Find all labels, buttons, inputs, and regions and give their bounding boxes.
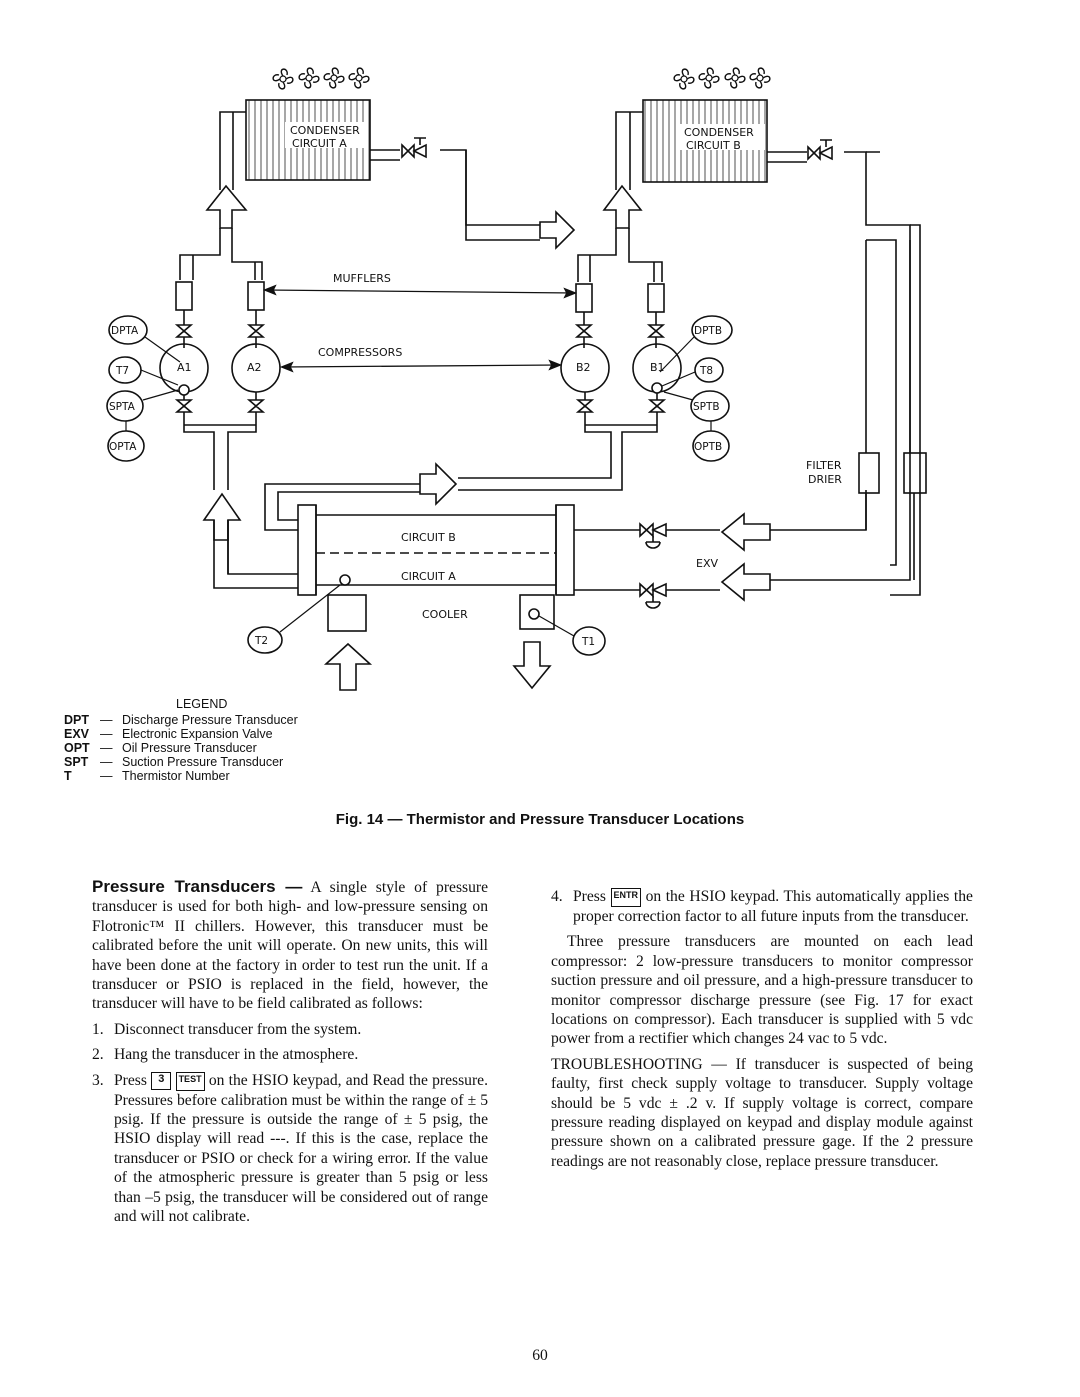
left-column — [92, 877, 488, 1232]
legend-dash: — — [100, 755, 113, 769]
step-press: Press — [114, 1071, 147, 1089]
step-4 — [551, 887, 973, 926]
body-paragraph: Three pressure transducers are mounted on each lead compressor: 2 low-pressure transducers to monitor compressor suction pressure and oil pressure, and a high-pressure transducer to monitor compressor discharge pressure (see Fig. 17 for exact locations on compressor). Each transducer is supplied with 5 vdc power from a rectifier which changes 24 vac to 5 vdc. — [551, 933, 973, 1048]
step-text: Hang the transducer in the atmosphere. — [114, 1046, 359, 1064]
legend-abbr: DPT — [64, 713, 89, 727]
muffler-b2 — [576, 284, 592, 312]
label-sptb: SPTB — [693, 401, 720, 413]
legend-text: Electronic Expansion Valve — [122, 727, 273, 741]
condenser-b-fans — [674, 68, 770, 89]
label-condenser-a-1: CONDENSER — [290, 124, 360, 137]
flow-arrow-up-a — [207, 186, 246, 228]
legend-item — [64, 755, 298, 769]
legend-dash: — — [100, 741, 113, 755]
figure-caption: Fig. 14 — Thermistor and Pressure Transducer Locations — [335, 811, 745, 828]
figure-legend — [64, 697, 298, 783]
label-circuit-b: CIRCUIT B — [401, 531, 456, 544]
label-condenser-b-1: CONDENSER — [684, 126, 754, 139]
label-exv: EXV — [696, 557, 719, 570]
exv-valve-b — [640, 524, 666, 536]
shutoff-valve-b — [808, 140, 832, 159]
muffler-a2 — [248, 282, 264, 310]
label-compressor-a2: A2 — [247, 361, 262, 374]
muffler-a1 — [176, 282, 192, 310]
step-text: on the HSIO keypad, and Read the pressure. Pressures before calibration must be within the range of ± 5 psig. If the pressure is outside the range of ± 5 psig, the HSIO display will read ---. If this is the case, replace the transducer or PSIO or check for a wiring error. If the value of the atmospheric pressure is greater than 5 psig or less than –5 psig, the transducer will be considered out of range and will not calibrate. — [114, 1071, 488, 1226]
flow-arrow-up-b — [604, 186, 641, 228]
label-drier: DRIER — [808, 473, 842, 486]
legend-text: Discharge Pressure Transducer — [122, 713, 298, 727]
legend-text: Suction Pressure Transducer — [122, 755, 284, 769]
keypad-key-entr: ENTR — [611, 888, 642, 907]
label-cooler: COOLER — [422, 608, 468, 621]
legend-abbr: SPT — [64, 755, 89, 769]
step-number: 1. — [92, 1020, 104, 1038]
label-dpta: DPTA — [111, 325, 139, 337]
condenser-a-fans — [273, 68, 369, 89]
step-number: 4. — [551, 888, 563, 905]
label-optb: OPTB — [694, 441, 723, 453]
legend-abbr: EXV — [64, 727, 90, 741]
water-inlet-arrow — [326, 644, 370, 690]
right-column — [551, 887, 973, 1177]
keypad-key-test: TEST — [176, 1072, 205, 1091]
label-circuit-a: CIRCUIT A — [401, 570, 456, 583]
step-2 — [92, 1045, 488, 1064]
label-t1: T1 — [582, 636, 596, 648]
legend-abbr: OPT — [64, 741, 90, 755]
legend-item — [64, 769, 298, 783]
flow-arrow-left-a — [722, 564, 770, 600]
water-outlet-arrow — [514, 642, 550, 688]
label-t8: T8 — [700, 365, 714, 377]
intro-text: A single style of pressure transducer is used for both high- and low-pressure sensing on Flotronic™ II chillers. However, this transducer must be calibrated before the unit will operate. On new units, this will have been done at the factory in order to test run the unit. If a transducer or PSIO is replaced in the field, however, the transducer will have to be field calibrated as follows: — [92, 879, 488, 1013]
page-number: 60 — [532, 1347, 548, 1364]
label-filter: FILTER — [806, 459, 842, 472]
troubleshooting-paragraph: TROUBLESHOOTING — If transducer is suspected of being faulty, first check supply voltage to transducer. Supply voltage should be 5 vdc ± .2 v. If supply voltage is correct, compare pressure reading displayed on keypad and display module against pressure shown on a calibrated pressure gage. If the 2 pressure readings are not reasonably close, replace pressure transducer. — [551, 1055, 973, 1170]
filter-drier-b — [859, 453, 879, 493]
pipe — [220, 112, 246, 190]
step-3 — [92, 1071, 488, 1227]
legend-text: Thermistor Number — [122, 769, 230, 783]
keypad-key-3: 3 — [151, 1072, 171, 1090]
legend-dash: — — [100, 769, 113, 783]
label-t7: T7 — [116, 365, 130, 377]
step-text: on the HSIO keypad. This automatically applies the proper correction factor to all future inputs from the transducer. — [573, 888, 973, 925]
step-number: 2. — [92, 1046, 104, 1064]
step-press: Press — [573, 888, 606, 905]
step-text: Disconnect transducer from the system. — [114, 1020, 362, 1038]
step-number: 3. — [92, 1071, 104, 1089]
legend-title: LEGEND — [176, 697, 228, 711]
legend-item — [64, 713, 298, 727]
label-compressor-a1: A1 — [177, 361, 192, 374]
label-compressor-b2: B2 — [576, 361, 591, 374]
label-condenser-b-2: CIRCUIT B — [686, 139, 741, 152]
label-condenser-a-2: CIRCUIT A — [292, 137, 347, 150]
cooler-nozzle-inlet — [328, 595, 366, 631]
muffler-b1 — [648, 284, 664, 312]
legend-text: Oil Pressure Transducer — [122, 741, 257, 755]
label-opta: OPTA — [109, 441, 137, 453]
shutoff-valve-a — [402, 138, 426, 157]
label-compressor-b1: B1 — [650, 361, 665, 374]
label-t2: T2 — [255, 635, 269, 647]
legend-item — [64, 741, 298, 755]
flow-arrow-left-b — [722, 514, 770, 550]
flow-arrow-right-top — [540, 212, 574, 248]
label-compressors: COMPRESSORS — [318, 346, 403, 359]
label-dptb: DPTB — [694, 325, 723, 337]
label-spta: SPTA — [109, 401, 135, 413]
label-mufflers: MUFFLERS — [333, 272, 391, 285]
flow-arrow-up-suction — [204, 494, 240, 540]
legend-dash: — — [100, 727, 113, 741]
intro-paragraph — [92, 877, 488, 1014]
filter-drier-a — [904, 453, 926, 493]
legend-abbr: T — [64, 769, 72, 783]
section-heading: Pressure Transducers — — [92, 877, 303, 896]
legend-item — [64, 727, 298, 741]
exv-valve-a — [640, 584, 666, 596]
flow-arrow-right-mid — [420, 464, 456, 504]
step-1 — [92, 1020, 488, 1039]
legend-dash: — — [100, 713, 113, 727]
